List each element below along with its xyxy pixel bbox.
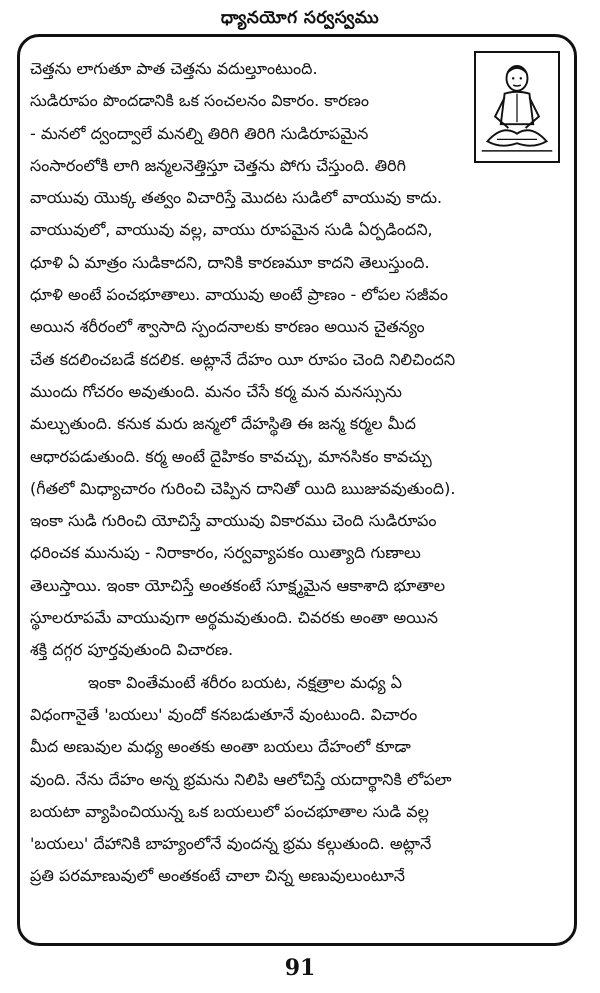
- text-line: ఆధారపడుతుంది. కర్మ అంటే దైహికం కావచ్చు, మానసికం కావచ్చు: [30, 446, 432, 466]
- text-line: - మనలో ద్వంద్వాలే మనల్ని తిరిగి తిరిగి సుడిరూపమైన: [30, 123, 369, 143]
- page-number: 91: [284, 955, 316, 981]
- text-line: శక్తి దగ్గర పూర్తవుతుంది విచారణ.: [30, 640, 234, 660]
- text-line: ధూళి అంటే పంచభూతాలు. వాయువు అంటే ప్రాణం - లోపల సజీవం: [30, 285, 449, 305]
- text-line: తెలుస్తాయి. ఇంకా యోచిస్తే అంతకంటే సూక్ష్మమైన ఆకాశాది భూతాల: [30, 575, 446, 595]
- text-line: బయటా వ్యాపించియున్న ఒక బయలులో పంచభూతాల సుడి వల్ల: [30, 801, 429, 821]
- text-line: (గీతలో మిధ్యాచారం గురించి చెప్పిన దానితో యిది ఋజువవుతుంది).: [30, 478, 456, 498]
- text-line: మీద అణువుల మధ్య అంతకు అంతా బయలు దేహంలో కూడా: [30, 737, 411, 757]
- page-frame: [17, 34, 577, 946]
- text-line: చెత్తను లాగుతూ పాత చెత్తను వదుల్తూంటుంది.: [30, 59, 318, 78]
- text-line: సంసారంలోకి లాగి జన్మలనెత్తిస్తూ చెత్తను పోగు చేస్తుంది. తిరిగి: [30, 155, 406, 175]
- text-line: అయిన శరీరంలో శ్వాసాది స్పందనాలకు కారణం అయిన చైతన్యం: [30, 317, 425, 337]
- text-line: ఇంకా వింతేమంటే శరీరం బయట, నక్షత్రాల మధ్య ఏ: [88, 672, 402, 692]
- text-line: స్థూలరూపమే వాయువుగా అర్థమవుతుంది. చివరకు అంతా అయిన: [30, 608, 438, 628]
- text-line: ధూళి ఏ మాత్రం సుడికాదని, దానికి కారణమూ కాదని తెలుస్తుంది.: [30, 252, 430, 272]
- running-header: ధ్యానయోగ సర్వస్వము: [220, 8, 380, 28]
- text-line: 'బయలు' దేహానికి బాహ్యంలోనే వుందన్న భ్రమ కల్గుతుంది. అట్లానే: [30, 834, 432, 854]
- text-line: ఇంకా సుడి గురించి యోచిస్తే వాయువు వికారము చెంది సుడిరూపం: [30, 511, 437, 531]
- text-line: చేత కదలించబడే కదలిక. అట్లానే దేహం యీ రూపం చెంది నిలిచిందని: [30, 349, 456, 369]
- text-line: ప్రతి పరమాణువులో అంతకంటే చాలా చిన్న అణువులుంటూనే: [30, 866, 406, 886]
- text-line: మల్చుతుంది. కనుక మరు జన్మలో దేహస్థితి ఈ జన్మ కర్మల మీద: [30, 414, 416, 434]
- text-line: వాయువు యొక్క తత్వం విచారిస్తే మొదట సుడిలో వాయువు కాదు.: [30, 188, 443, 208]
- text-line: వుంది. నేను దేహం అన్న భ్రమను నిలిపి ఆలోచిస్తే యదార్థానికి లోపలా: [30, 769, 452, 789]
- text-line: సుడిరూపం పొందడానికి ఒక సంచలనం వికారం. కారణం: [30, 91, 369, 111]
- text-line: ముందు గోచరం అవుతుంది. మనం చేసే కర్మ మన మనస్సును: [30, 381, 402, 401]
- text-line: ధరించక మునుపు - నిరాకారం, సర్వవ్యాపకం యిత్యాది గుణాలు: [30, 543, 421, 563]
- text-line: విధంగానైతే 'బయలు' వుందో కనబడుతూనే వుంటుంది. విచారం: [30, 704, 418, 724]
- body-text: [30, 53, 562, 893]
- text-line: వాయువులో, వాయువు వల్ల, వాయు రూపమైన సుడి ఏర్పడిందని,: [30, 220, 433, 240]
